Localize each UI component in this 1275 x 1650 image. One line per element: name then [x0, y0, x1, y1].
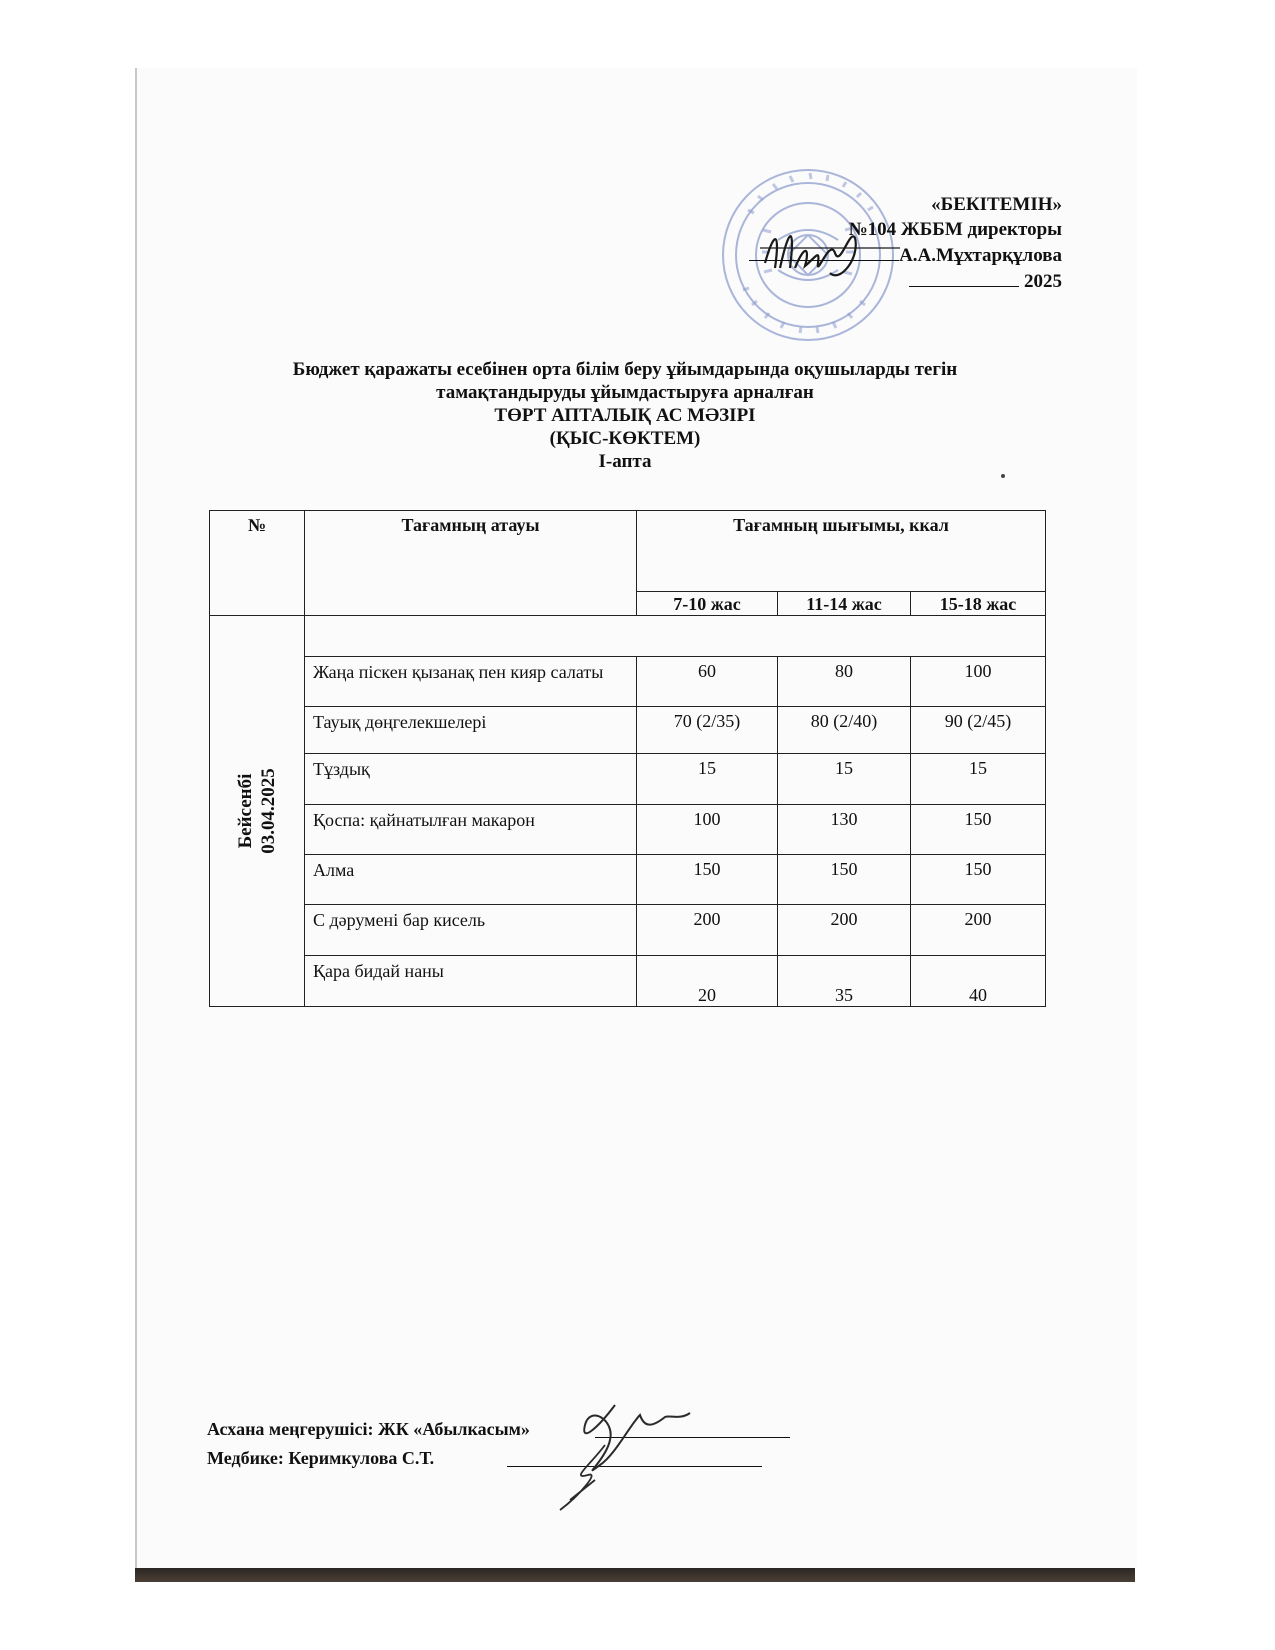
- value-15-18: 200: [911, 905, 1046, 956]
- value-15-18: 90 (2/45): [911, 707, 1046, 754]
- table-row: [210, 905, 1046, 956]
- header-age-7-10: 7-10 жас: [637, 592, 778, 616]
- title-line-4: (ҚЫС-КӨКТЕМ): [549, 428, 701, 449]
- value-7-10: 200: [637, 905, 778, 956]
- value-7-10: 20: [637, 956, 778, 1007]
- menu-table: [209, 510, 1046, 1007]
- value-15-18: 100: [911, 657, 1046, 707]
- value-7-10: 15: [637, 754, 778, 805]
- dish-name: С дәрумені бар кисель: [305, 905, 637, 956]
- header-age-15-18: 15-18 жас: [911, 592, 1046, 616]
- value-7-10: 150: [637, 855, 778, 905]
- table-row: [210, 805, 1046, 855]
- value-15-18: 150: [911, 855, 1046, 905]
- header-age-11-14: 11-14 жас: [778, 592, 911, 616]
- value-7-10: 60: [637, 657, 778, 707]
- dish-name: Жаңа піскен қызанақ пен кияр салаты: [305, 657, 637, 707]
- approval-year: 2025: [1024, 271, 1062, 292]
- director-signature-line: [749, 242, 899, 261]
- day-label: [234, 768, 280, 854]
- dish-name: Тауық дөңгелекшелері: [305, 707, 637, 754]
- date-blank-line: [909, 268, 1019, 287]
- value-15-18: 150: [911, 805, 1046, 855]
- value-11-14: 35: [778, 956, 911, 1007]
- scan-edge: [135, 1568, 1135, 1582]
- value-15-18: 15: [911, 754, 1046, 805]
- value-11-14: 200: [778, 905, 911, 956]
- footer-signatures: [207, 1415, 530, 1473]
- dish-name: Тұздық: [305, 754, 637, 805]
- nurse-row: [207, 1444, 530, 1473]
- value-11-14: 15: [778, 754, 911, 805]
- title-line-3: ТӨРТ АПТАЛЫҚ АС МӘЗІРІ: [494, 405, 756, 426]
- manager-row: [207, 1415, 530, 1444]
- value-11-14: 80 (2/40): [778, 707, 911, 754]
- dish-name: Алма: [305, 855, 637, 905]
- dish-name: Қоспа: қайнатылған макарон: [305, 805, 637, 855]
- value-7-10: 100: [637, 805, 778, 855]
- manager-label: Асхана меңгерушісі: ЖК «Абылкасым»: [207, 1419, 530, 1439]
- approval-name: А.А.Мұхтарқұлова: [899, 245, 1062, 266]
- empty-row: [305, 616, 1046, 657]
- day-date: 03.04.2025: [258, 768, 279, 854]
- approval-name-line: [700, 242, 1062, 268]
- table-row: [210, 855, 1046, 905]
- value-7-10: 70 (2/35): [637, 707, 778, 754]
- value-15-18: 40: [911, 956, 1046, 1007]
- table-row: [210, 707, 1046, 754]
- manager-signature: [540, 1385, 720, 1515]
- approval-heading: «БЕКІТЕМІН»: [931, 194, 1062, 215]
- dish-name: Қара бидай наны: [305, 956, 637, 1007]
- value-11-14: 80: [778, 657, 911, 707]
- approval-position: №104 ЖББМ директоры: [848, 219, 1062, 240]
- title-line-1: Бюджет қаражаты есебінен орта білім беру ұйымдарында оқушыларды тегін: [292, 359, 958, 380]
- week-label: I-апта: [598, 451, 652, 472]
- approval-date-line: [700, 268, 1062, 294]
- header-dish-name: Тағамның атауы: [305, 511, 637, 616]
- value-11-14: 150: [778, 855, 911, 905]
- table-row: [210, 956, 1046, 1007]
- title-line-2: тамақтандыруды ұйымдастыруға арналған: [436, 382, 814, 403]
- scan-speck: [1001, 474, 1005, 478]
- header-output: Тағамның шығымы, ккал: [637, 511, 1046, 592]
- day-name: Бейсенбі: [235, 773, 256, 849]
- table-row: [210, 754, 1046, 805]
- document-title: [200, 358, 1050, 473]
- approval-block: [700, 192, 1062, 294]
- table-row: [210, 657, 1046, 707]
- nurse-label: Медбике: Керимкулова С.Т.: [207, 1448, 435, 1468]
- header-number: №: [210, 511, 305, 616]
- day-cell: [210, 616, 305, 1007]
- value-11-14: 130: [778, 805, 911, 855]
